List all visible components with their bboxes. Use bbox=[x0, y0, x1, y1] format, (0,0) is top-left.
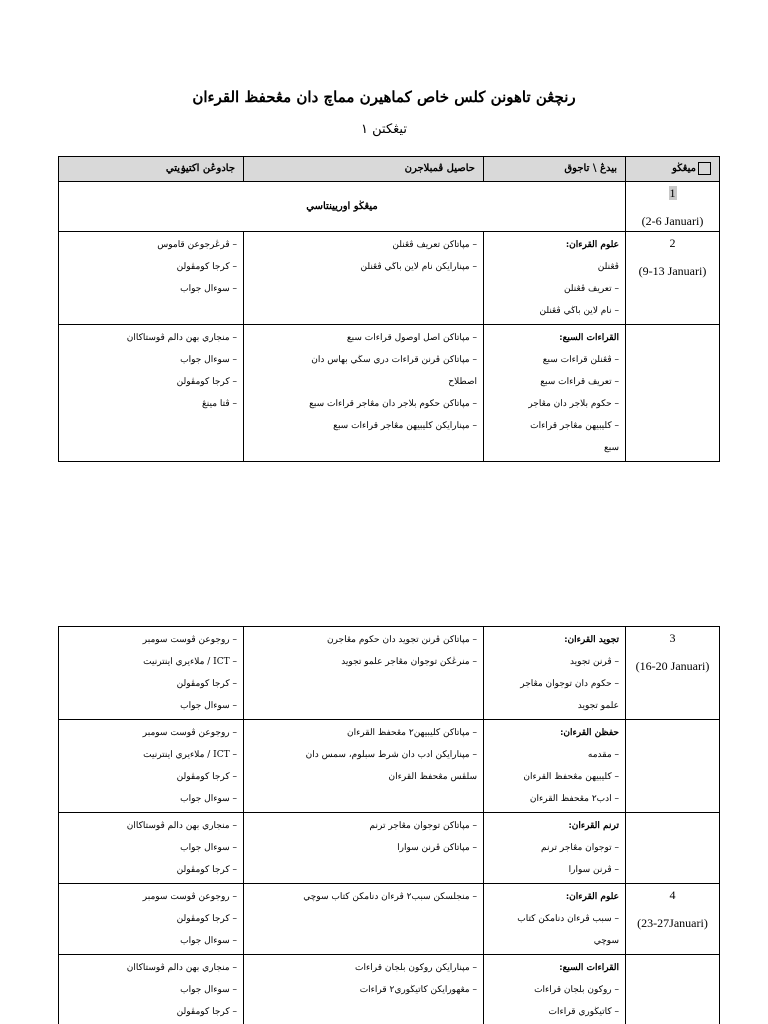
list-item: – نام لاين باڬي ڤڠنلن bbox=[539, 306, 619, 316]
list-item: – سوءال جواب bbox=[180, 936, 237, 946]
list-item: – ادب٢ مڠحفظ القرءان bbox=[529, 794, 619, 804]
week-number: 1 bbox=[669, 186, 676, 200]
activity-cell bbox=[59, 627, 244, 720]
activity-cell bbox=[59, 813, 244, 884]
list-item: – روجوعن ڤوست سومبر bbox=[142, 635, 237, 645]
list-item: – سوءال جواب bbox=[180, 701, 237, 711]
week-cell bbox=[626, 720, 720, 813]
activity-cell bbox=[59, 232, 244, 325]
topic-heading: ترنم القرءان: bbox=[568, 821, 619, 831]
orientation-cell: ميڠڬو اوريينتاسي bbox=[59, 182, 626, 232]
topic-cell bbox=[484, 813, 626, 884]
list-item: – روجوعن ڤوست سومبر bbox=[142, 728, 237, 738]
document-title: رنچڠن تاهونن كلس خاص كماهيرن مماچ دان مڠحفظ القرءان bbox=[192, 88, 576, 106]
outcome-cell bbox=[244, 955, 484, 1024]
list-item: – مڽاتاكن حكوم بلاجر دان مڠاجر قراءات سبع bbox=[309, 399, 477, 409]
table-row bbox=[59, 955, 720, 1024]
list-item: – روكون بلجان قراءات bbox=[534, 985, 619, 995]
week-cell bbox=[626, 232, 720, 325]
list-item: – منجلسكن سبب٢ ڤرءان دنامكن كتاب سوچي bbox=[303, 892, 477, 902]
list-item: – مڽاتاكن اصل اوصول قراءات سبع bbox=[346, 333, 477, 343]
list-item: – مقدمه bbox=[587, 750, 619, 760]
list-item: – سوءال جواب bbox=[180, 985, 237, 995]
list-item: سبع bbox=[603, 443, 619, 453]
table-row bbox=[59, 627, 720, 720]
lesson-plan-table-2 bbox=[58, 626, 720, 1024]
list-item: – تعريف قراءات سبع bbox=[540, 377, 619, 387]
week-cell bbox=[626, 325, 720, 462]
activity-cell bbox=[59, 720, 244, 813]
topic-cell bbox=[484, 955, 626, 1024]
list-item: – مڽاتاكن كليبيهن٢ مڠحفظ القرءان bbox=[346, 728, 477, 738]
header-activity: جادوڠن اكتيۏيتي bbox=[59, 157, 244, 182]
list-item: – ڤتا مينڠ bbox=[201, 399, 237, 409]
list-item: – حكوم بلاجر دان مڠاجر bbox=[528, 399, 619, 409]
week-number: 4 bbox=[669, 888, 676, 902]
list-item: – ڤرنن تجويد bbox=[569, 657, 619, 667]
list-item: – مڽاتاكن ڤرنن قراءات دري سڬي بهاس دان bbox=[311, 355, 477, 365]
list-item: – ڤرنن سوارا bbox=[568, 865, 619, 875]
list-item: – مڠهورايكن كاتيڬوري٢ قراءات bbox=[359, 985, 477, 995]
activity-cell bbox=[59, 955, 244, 1024]
activity-cell bbox=[59, 325, 244, 462]
outcome-cell bbox=[244, 720, 484, 813]
list-item: – مڽاتاكن توجوان مڠاجر ترنم bbox=[369, 821, 477, 831]
list-item: – منجاري بهن دالم ڤوستاكاان bbox=[126, 333, 237, 343]
topic-heading: القراءات السبع: bbox=[559, 333, 619, 343]
table-row bbox=[59, 325, 720, 462]
list-item: علمو تجويد bbox=[577, 701, 619, 711]
list-item: – مڽنارايكن ادب دان شرط سبلوم، سمس دان bbox=[305, 750, 477, 760]
outcome-cell bbox=[244, 232, 484, 325]
list-item: – كليبيهن مڠاجر قراءات bbox=[530, 421, 619, 431]
topic-cell bbox=[484, 325, 626, 462]
topic-cell bbox=[484, 627, 626, 720]
week-number: 3 bbox=[669, 631, 676, 645]
topic-cell bbox=[484, 884, 626, 955]
week-dates: (2-6 Januari) bbox=[641, 214, 704, 228]
list-item: – مڽنارايكن كليبيهن مڠاجر قراءات سبع bbox=[333, 421, 477, 431]
list-item: – كرجا كومڤولن bbox=[176, 262, 237, 272]
list-item: – كرجا كومڤولن bbox=[176, 914, 237, 924]
list-item: – مڽاتاكن ڤرنن سوارا bbox=[397, 843, 477, 853]
outcome-cell bbox=[244, 813, 484, 884]
topic-heading: علوم القرءان: bbox=[565, 240, 619, 250]
list-item: – منرڠكن توجوان مڠاجر علمو تجويد bbox=[341, 657, 477, 667]
topic-cell bbox=[484, 720, 626, 813]
list-item: – روجوعن ڤوست سومبر bbox=[142, 892, 237, 902]
list-item: – كرجا كومڤولن bbox=[176, 772, 237, 782]
week-number: 2 bbox=[669, 236, 676, 250]
list-item: – تعريف ڤڠنلن bbox=[563, 284, 619, 294]
lesson-plan-table-1 bbox=[58, 156, 720, 462]
list-item: – ڤڠنلن قراءات سبع bbox=[542, 355, 619, 365]
week-cell bbox=[626, 955, 720, 1024]
list-item: – كاتيڬوري قراءات bbox=[548, 1007, 619, 1017]
list-item: – مڽاتاكن ڤرنن تجويد دان حكوم مڠاجرن bbox=[326, 635, 477, 645]
week-dates: (23-27Januari) bbox=[637, 916, 708, 930]
checkbox-icon bbox=[698, 162, 711, 175]
document-subtitle: تيڠكتن ١ bbox=[361, 122, 407, 137]
list-item: – سوءال جواب bbox=[180, 843, 237, 853]
header-outcome: حاصيل ڤمبلاجرن bbox=[244, 157, 484, 182]
list-item: – سوءال جواب bbox=[180, 284, 237, 294]
topic-heading: القراءات السبع: bbox=[559, 963, 619, 973]
table-row bbox=[59, 884, 720, 955]
week-dates: (9-13 Januari) bbox=[638, 264, 707, 278]
list-item: – مڽنارايكن نام لاين باڬي ڤڠنلن bbox=[360, 262, 477, 272]
list-item: – كرجا كومڤولن bbox=[176, 679, 237, 689]
topic-cell bbox=[484, 232, 626, 325]
list-item: – ICT / ملاءيري اينترنيت bbox=[143, 657, 237, 667]
list-item: سوچي bbox=[593, 936, 619, 946]
list-item: – منجاري بهن دالم ڤوستاكاان bbox=[126, 821, 237, 831]
table-row bbox=[59, 182, 720, 232]
table-row bbox=[59, 232, 720, 325]
table-row bbox=[59, 720, 720, 813]
list-item: – كرجا كومڤولن bbox=[176, 865, 237, 875]
list-item: – منجاري بهن دالم ڤوستاكاان bbox=[126, 963, 237, 973]
table-row bbox=[59, 813, 720, 884]
list-item: – سوءال جواب bbox=[180, 355, 237, 365]
header-week: ميڠڬو bbox=[626, 157, 720, 182]
week-cell bbox=[626, 884, 720, 955]
outcome-cell bbox=[244, 884, 484, 955]
list-item: – كليبيهن مڠحفظ القرءان bbox=[523, 772, 619, 782]
list-item: اصطلاح bbox=[448, 377, 477, 387]
header-topic: بيدڠ \ تاجوق bbox=[484, 157, 626, 182]
week-dates: (16-20 Januari) bbox=[635, 659, 710, 673]
activity-cell bbox=[59, 884, 244, 955]
list-item: – سوءال جواب bbox=[180, 794, 237, 804]
list-item: – سبب ڤرءان دنامكن كتاب bbox=[517, 914, 619, 924]
table-header-row bbox=[59, 157, 720, 182]
list-item: – توجوان مڠاجر ترنم bbox=[541, 843, 619, 853]
week-cell bbox=[626, 627, 720, 720]
list-item: – مڽاتاكن تعريف ڤڠنلن bbox=[392, 240, 477, 250]
list-item: – حكوم دان توجوان مڠاجر bbox=[520, 679, 619, 689]
outcome-cell bbox=[244, 325, 484, 462]
topic-heading: تجويد القرءان: bbox=[564, 635, 619, 645]
list-item: سلڤس مڠحفظ القرءان bbox=[388, 772, 477, 782]
list-item: – ڤرڠرجوعن قاموس bbox=[157, 240, 237, 250]
week-cell bbox=[626, 813, 720, 884]
outcome-cell bbox=[244, 627, 484, 720]
list-item: ڤڠنلن bbox=[597, 262, 619, 272]
week-cell bbox=[626, 182, 720, 232]
list-item: – ICT / ملاءيري اينترنيت bbox=[143, 750, 237, 760]
list-item: – مڽنارايكن روكون بلجان قراءات bbox=[355, 963, 477, 973]
topic-heading: علوم القرءان: bbox=[565, 892, 619, 902]
list-item: – كرجا كومڤولن bbox=[176, 377, 237, 387]
topic-heading: حفظن القرءان: bbox=[560, 728, 619, 738]
list-item: – كرجا كومڤولن bbox=[176, 1007, 237, 1017]
